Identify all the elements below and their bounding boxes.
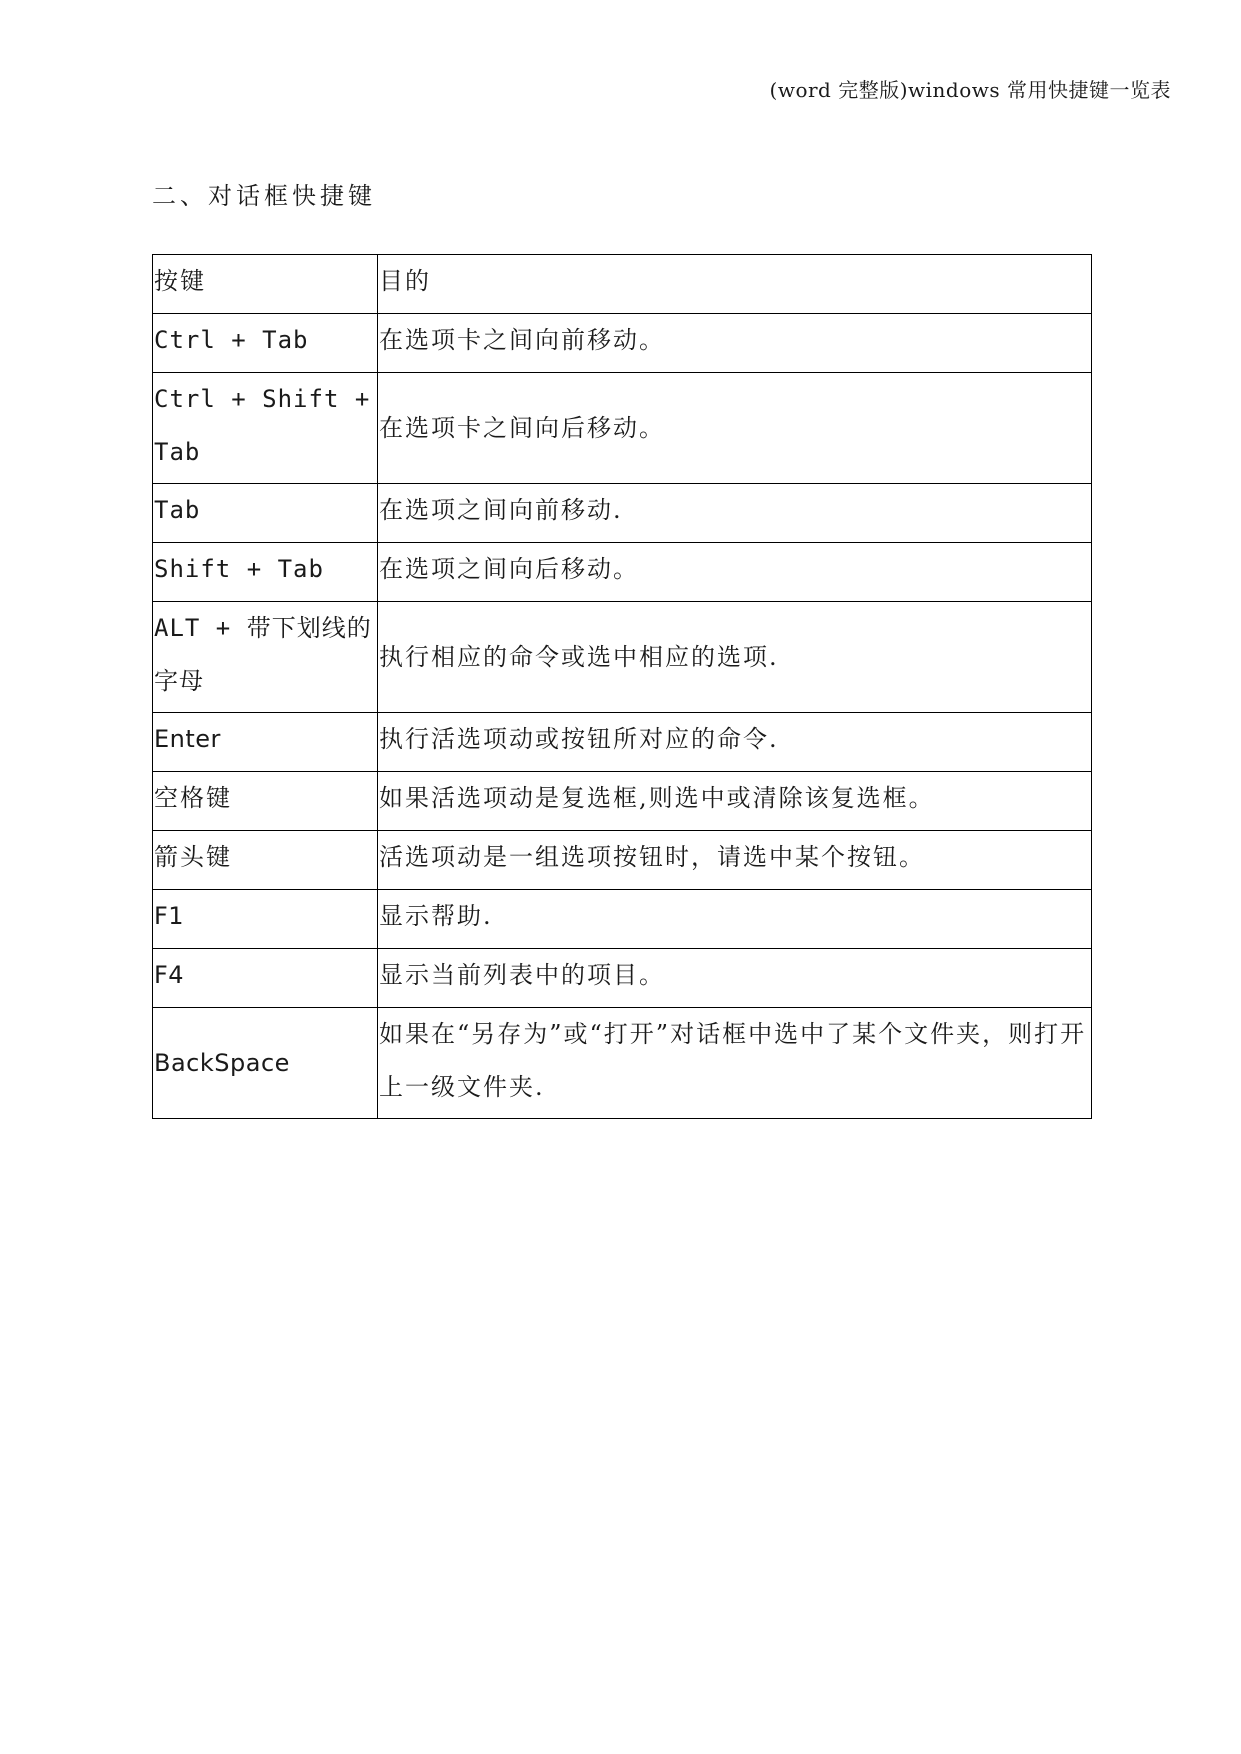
table-row (153, 602, 1092, 713)
table-row (153, 713, 1092, 772)
running-header: (word 完整版)windows 常用快捷键一览表 (769, 78, 1171, 102)
shortcut-purpose: 显示当前列表中的项目。 (378, 949, 1092, 1008)
shortcut-purpose: 在选项之间向后移动。 (378, 543, 1092, 602)
shortcut-purpose: 执行活选项动或按钮所对应的命令. (378, 713, 1092, 772)
shortcut-purpose: 如果在“另存为”或“打开”对话框中选中了某个文件夹，则打开上一级文件夹. (378, 1008, 1092, 1119)
table-row (153, 949, 1092, 1008)
section-heading: 二、对话框快捷键 (152, 182, 376, 210)
shortcut-key: Ctrl + Shift +Tab (153, 373, 378, 484)
shortcut-key: 箭头键 (153, 831, 378, 890)
shortcut-key: Enter (153, 713, 378, 772)
table-row (153, 373, 1092, 484)
shortcut-purpose: 如果活选项动是复选框,则选中或清除该复选框。 (378, 772, 1092, 831)
shortcut-purpose: 显示帮助. (378, 890, 1092, 949)
table-header-row (153, 255, 1092, 314)
table-row (153, 831, 1092, 890)
table-row (153, 543, 1092, 602)
table-row (153, 890, 1092, 949)
shortcut-purpose: 在选项卡之间向后移动。 (378, 373, 1092, 484)
shortcut-key: Ctrl + Tab (153, 314, 378, 373)
table-row (153, 484, 1092, 543)
shortcut-key: BackSpace (153, 1008, 378, 1119)
shortcut-key: F4 (153, 949, 378, 1008)
column-header-key: 按键 (153, 255, 378, 314)
column-header-purpose: 目的 (378, 255, 1092, 314)
shortcut-key: Tab (153, 484, 378, 543)
table-row (153, 1008, 1092, 1119)
table-row (153, 772, 1092, 831)
shortcut-key: F1 (153, 890, 378, 949)
shortcut-purpose: 在选项之间向前移动. (378, 484, 1092, 543)
shortcut-purpose: 活选项动是一组选项按钮时，请选中某个按钮。 (378, 831, 1092, 890)
table-row (153, 314, 1092, 373)
shortcut-purpose: 在选项卡之间向前移动。 (378, 314, 1092, 373)
shortcut-key: 空格键 (153, 772, 378, 831)
shortcut-purpose: 执行相应的命令或选中相应的选项. (378, 602, 1092, 713)
shortcut-key: Shift + Tab (153, 543, 378, 602)
shortcut-key: ALT + 带下划线的字母 (153, 602, 378, 713)
shortcut-table (152, 254, 1092, 1119)
